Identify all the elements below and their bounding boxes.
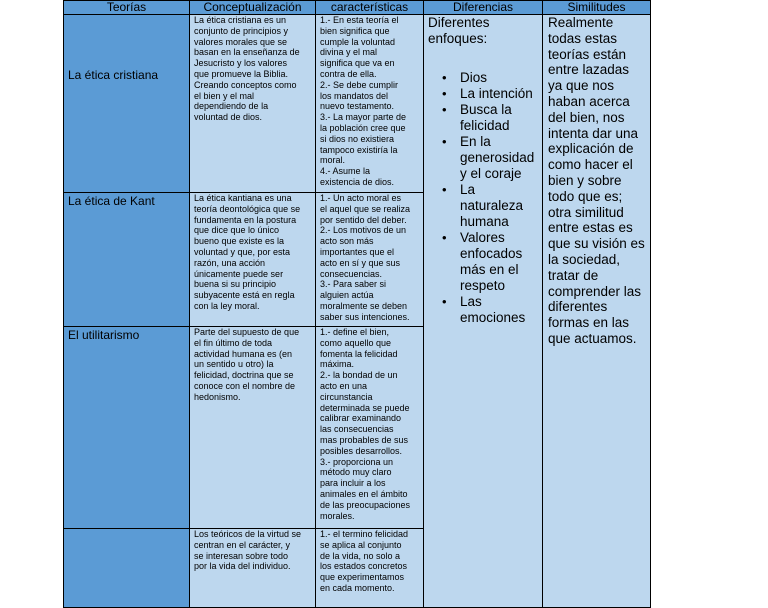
text-line: 2.- Se debe cumplir — [320, 79, 399, 90]
diferencias-cell — [423, 14, 543, 608]
row-4-caracteristicas — [315, 528, 424, 608]
diferencia-item-line: • La intención — [460, 86, 533, 101]
text-line: que experimentamos — [320, 572, 405, 583]
text-line: consecuencias. — [320, 268, 383, 279]
text-line: la población cree que — [320, 122, 406, 133]
text-line: si dios no existiera — [320, 133, 395, 144]
text-line: bien significa que — [320, 25, 390, 36]
text-line: bueno que existe es la — [194, 236, 285, 247]
text-line: determinada se puede — [320, 402, 410, 413]
text-line: haban acerca — [548, 93, 630, 109]
text-line: 1.- define el bien, — [320, 327, 390, 337]
text-line: acto en sí y que sus — [320, 257, 401, 268]
text-line: significa que va en — [320, 58, 395, 69]
text-line: mas probables de sus — [320, 434, 409, 445]
text-line: acto en una — [320, 380, 368, 391]
diferencia-item-line: • Busca la — [460, 102, 512, 117]
header-conceptualizacion: Conceptualización — [189, 0, 316, 15]
text-line: circunstancia — [320, 391, 373, 402]
text-line: animales en el ámbito — [320, 488, 408, 499]
text-line: 1.- Un acto moral es — [320, 193, 402, 203]
diferencia-item-line: felicidad — [460, 118, 510, 133]
diferencias-title — [424, 15, 542, 47]
text-line: 2.- Los motivos de un — [320, 225, 407, 236]
header-similitudes: Similitudes — [542, 0, 651, 15]
text-line: se interesan sobre todo — [194, 550, 289, 561]
text-line: moral. — [320, 155, 346, 166]
text-line: Realmente — [548, 15, 614, 30]
text-line: existencia de dios. — [320, 176, 395, 187]
diferencia-item-line: • La — [460, 182, 476, 197]
diferencia-item-line: enfocados — [460, 246, 523, 261]
text-line: tampoco existiría la — [320, 144, 398, 155]
text-line: razón, una acción — [194, 257, 266, 268]
text-line: explicación de — [548, 141, 634, 157]
diferencia-item-line: respeto — [460, 278, 506, 293]
diferencia-item-line: • Las — [460, 294, 482, 309]
text-line: saber sus intenciones. — [320, 311, 410, 322]
text-line: por la vida del individuo. — [194, 561, 291, 572]
text-line: 2.- la bondad de un — [320, 370, 398, 381]
text-line: buena si su principio — [194, 279, 277, 290]
diferencia-item — [424, 86, 542, 102]
text-line: valores morales que se — [194, 36, 288, 47]
text-line: Los teóricos de la virtud se — [194, 529, 302, 539]
diferencia-item-line: generosidad — [460, 150, 535, 165]
row-3-teoria — [63, 326, 190, 529]
text-line: basan en la enseñanza de — [194, 47, 300, 58]
text-line: para incluir a los — [320, 478, 386, 489]
diferencias-list — [424, 70, 542, 326]
text-line: calibrar examinando — [320, 413, 402, 424]
text-line: voluntad y que, por esta — [194, 246, 291, 257]
diferencia-item — [424, 182, 542, 230]
text-line: que dice que lo único — [194, 225, 280, 236]
text-line: máxima. — [320, 359, 355, 370]
diferencia-item-line: más en el — [460, 262, 519, 277]
text-line: actividad humana es (en — [194, 348, 293, 359]
text-line: de las preocupaciones — [320, 499, 411, 510]
text-line: únicamente puede ser — [194, 268, 284, 279]
text-line: el bien y el mal — [194, 90, 255, 101]
row-3-caracteristicas — [315, 326, 424, 529]
text-line: las consecuencias — [320, 424, 394, 435]
text-line: del bien, nos — [548, 109, 625, 125]
header-teorias: Teorías — [63, 0, 190, 15]
text-line: teoría deontológica que se — [194, 203, 301, 214]
text-line: subyacente está en regla — [194, 290, 295, 301]
header-caracteristicas: características — [315, 0, 424, 15]
text-line: los mandatos del — [320, 90, 389, 101]
diferencia-item-line: humana — [460, 214, 509, 229]
text-line: en cada momento. — [320, 582, 395, 593]
header-diferencias: Diferencias — [423, 0, 543, 15]
text-line: otra similitud — [548, 204, 624, 220]
text-line: que actuamos. — [548, 330, 637, 346]
diferencias-title-line: enfoques: — [428, 31, 488, 46]
diferencia-item — [424, 230, 542, 294]
text-line: 1.- En esta teoría el — [320, 15, 399, 25]
diferencias-title-line: Diferentes — [428, 15, 490, 30]
text-line: todo que es; — [548, 188, 623, 204]
text-line: todas estas — [548, 30, 618, 46]
text-line: método muy claro — [320, 467, 392, 478]
text-line: de la vida, no solo a — [320, 550, 401, 561]
row-1-teoria — [63, 14, 190, 193]
text-line: 3.- Para saber si — [320, 279, 387, 290]
text-line: como hacer el — [548, 157, 633, 173]
row-3-concepto — [189, 326, 316, 529]
diferencia-item-line: • Dios — [460, 70, 488, 85]
text-line: intenta dar una — [548, 125, 639, 141]
text-line: dependiendo de la — [194, 101, 269, 112]
text-line: 3.- La mayor parte de — [320, 112, 407, 123]
text-line: el fin último de toda — [194, 337, 273, 348]
text-line: Creando conceptos como — [194, 79, 297, 90]
diferencia-item — [424, 102, 542, 134]
text-line: conjunto de principios y — [194, 25, 289, 36]
text-line: entre lazadas — [548, 62, 630, 78]
text-line: bien y sobre — [548, 172, 622, 188]
text-line: se aplica al conjunto — [320, 539, 402, 550]
row-2-concepto — [189, 192, 316, 327]
text-line: diferentes — [548, 299, 608, 315]
text-line: conoce con el nombre de — [194, 380, 296, 391]
text-line: ya que nos — [548, 78, 615, 94]
teoria-label: El utilitarismo — [68, 328, 140, 342]
teoria-label: La ética de Kant — [68, 194, 155, 208]
diferencia-item — [424, 134, 542, 182]
text-line: felicidad, doctrina que se — [194, 370, 294, 381]
text-line: 4.- Asume la — [320, 166, 371, 177]
text-line: 3.- proporciona un — [320, 456, 394, 467]
text-line: hedonismo. — [194, 391, 241, 402]
text-line: con la ley moral. — [194, 300, 260, 311]
similitudes-cell — [542, 14, 651, 608]
row-4-concepto — [189, 528, 316, 608]
text-line: divina y el mal — [320, 47, 378, 58]
text-line: comprender las — [548, 283, 642, 299]
text-line: los estados concretos — [320, 561, 408, 572]
text-line: La ética cristiana es un — [194, 15, 287, 25]
text-line: posibles desarrollos. — [320, 445, 403, 456]
text-line: que su visión es — [548, 236, 645, 252]
text-line: cumple la voluntad — [320, 36, 396, 47]
row-1-caracteristicas — [315, 14, 424, 193]
diferencia-item-line: emociones — [460, 310, 526, 325]
text-line: moralmente se deben — [320, 300, 408, 311]
diferencia-item-line: • En la — [460, 134, 491, 149]
row-2-teoria — [63, 192, 190, 327]
text-line: un sentido u otro) la — [194, 359, 274, 370]
text-line: Jesucristo y los valores — [194, 58, 288, 69]
text-line: Parte del supuesto de que — [194, 327, 300, 337]
text-line: tratar de — [548, 267, 599, 283]
text-line: por sentido del deber. — [320, 214, 407, 225]
text-line: centran en el carácter, y — [194, 539, 291, 550]
text-line: nuevo testamento. — [320, 101, 395, 112]
diferencia-item-line: y el coraje — [460, 166, 522, 181]
text-line: fundamenta en la postura — [194, 214, 297, 225]
text-line: la sociedad, — [548, 251, 621, 267]
text-line: La ética kantiana es una — [194, 193, 292, 203]
text-line: como aquello que — [320, 337, 392, 348]
text-line: 1.- el termino felicidad — [320, 529, 409, 539]
diferencia-item — [424, 294, 542, 326]
text-line: entre estas es — [548, 220, 633, 236]
row-1-concepto — [189, 14, 316, 193]
text-line: formas en las — [548, 315, 630, 331]
text-line: teorías están — [548, 46, 627, 62]
text-line: contra de ella. — [320, 68, 377, 79]
diferencia-item — [424, 70, 542, 86]
row-2-caracteristicas — [315, 192, 424, 327]
diferencia-item-line: naturaleza — [460, 198, 524, 213]
text-line: el aquel que se realiza — [320, 203, 411, 214]
text-line: alguien actúa — [320, 290, 374, 301]
teoria-label: La ética cristiana — [68, 68, 159, 82]
text-line: que promueve la Biblia. — [194, 68, 289, 79]
text-line: acto son más — [320, 236, 374, 247]
text-line: importantes que el — [320, 246, 395, 257]
diferencia-item-line: • Valores — [460, 230, 505, 245]
row-4-teoria — [63, 528, 190, 608]
text-line: voluntad de dios. — [194, 112, 263, 123]
text-line: morales. — [320, 510, 355, 521]
text-line: fomenta la felicidad — [320, 348, 398, 359]
